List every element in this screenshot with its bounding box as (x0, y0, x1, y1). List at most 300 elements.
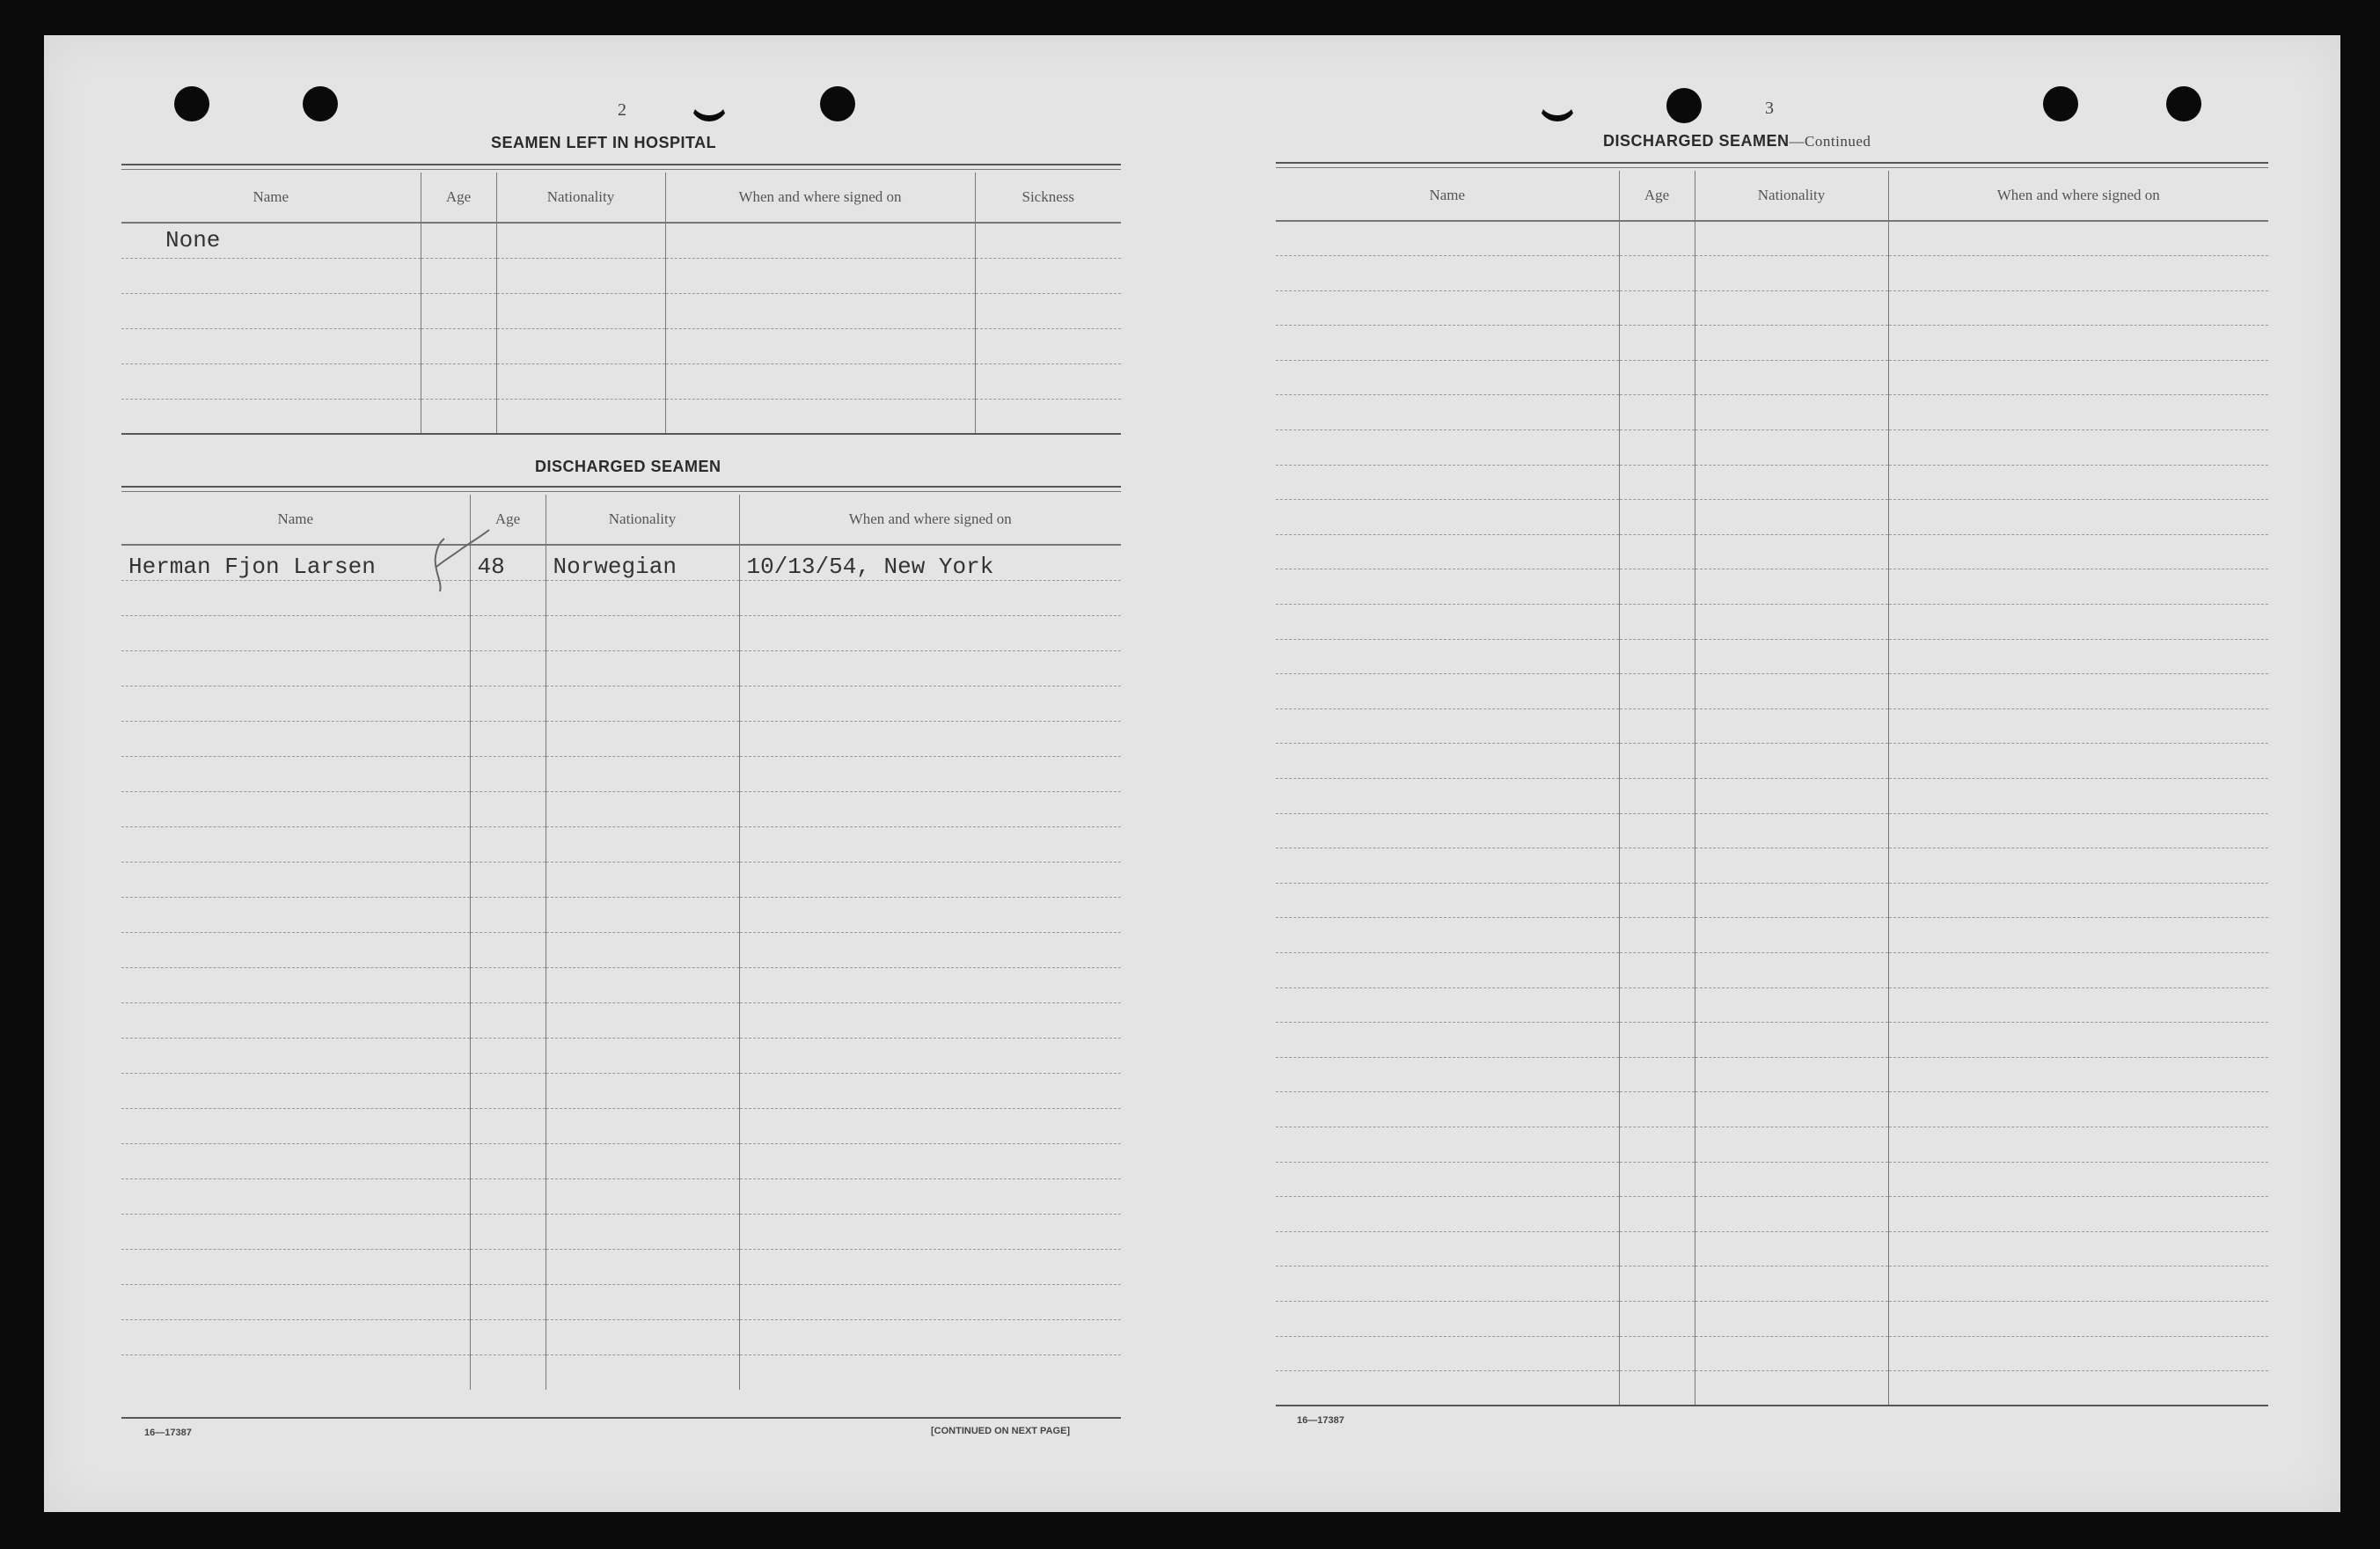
table-row (1276, 987, 2268, 1023)
table-cell (546, 967, 739, 1002)
column-header-age: Age (421, 173, 496, 223)
table-cell (1276, 605, 1619, 640)
table-row (1276, 708, 2268, 744)
table-cell (1695, 1057, 1888, 1092)
table-cell (1276, 1301, 1619, 1336)
table-cell (421, 258, 496, 293)
table-row (1276, 674, 2268, 709)
table-row (1276, 779, 2268, 814)
table-cell (1695, 813, 1888, 848)
table-cell (121, 932, 470, 967)
table-cell (470, 932, 546, 967)
table-cell (121, 897, 470, 932)
table-cell (121, 328, 421, 363)
table-cell (546, 1249, 739, 1284)
table-cell (546, 1178, 739, 1214)
table-cell (739, 1073, 1121, 1108)
table-cell (470, 862, 546, 897)
table-row (121, 650, 1121, 686)
table-cell (1888, 534, 2268, 569)
table-cell: None (121, 223, 421, 258)
column-header-when-and-where-signed-on: When and where signed on (665, 173, 975, 223)
right-bottom-rule (1276, 1405, 2268, 1406)
table-cell (1619, 744, 1695, 779)
table-row (1276, 1336, 2268, 1371)
table-cell (1888, 987, 2268, 1023)
table-cell (665, 293, 975, 328)
table-cell (121, 862, 470, 897)
table-row (121, 1319, 1121, 1354)
table-cell (546, 826, 739, 862)
table-cell (1619, 1092, 1695, 1127)
table-cell (1695, 708, 1888, 744)
table-cell (1276, 360, 1619, 395)
table-cell (1888, 256, 2268, 291)
table-cell (1888, 918, 2268, 953)
table-cell (470, 756, 546, 791)
table-cell (546, 1073, 739, 1108)
table-cell (1695, 1127, 1888, 1162)
top-rule (121, 164, 1121, 165)
table-cell (1619, 952, 1695, 987)
table-cell (546, 650, 739, 686)
table-cell (1619, 465, 1695, 500)
table-cell (1695, 360, 1888, 395)
table-cell (1888, 430, 2268, 466)
table-cell (1276, 534, 1619, 569)
table-cell (1276, 1231, 1619, 1266)
table-cell (665, 399, 975, 434)
column-header-nationality: Nationality (1695, 171, 1888, 221)
discharged-continued-table (1276, 171, 2268, 1406)
table-cell (1888, 779, 2268, 814)
table-row (121, 791, 1121, 826)
table-row (121, 1002, 1121, 1038)
table-cell (1619, 813, 1695, 848)
table-row (1276, 290, 2268, 326)
table-cell (1888, 813, 2268, 848)
table-row (1276, 1197, 2268, 1232)
table-cell (121, 791, 470, 826)
table-cell (546, 1284, 739, 1319)
table-cell (1619, 256, 1695, 291)
table-cell (121, 686, 470, 721)
table-cell (121, 615, 470, 650)
table-row (1276, 883, 2268, 918)
table-cell (546, 686, 739, 721)
table-cell (121, 1354, 470, 1390)
table-cell (1276, 1127, 1619, 1162)
table-cell (121, 1319, 470, 1354)
table-cell (1888, 1231, 2268, 1266)
table-cell (739, 721, 1121, 756)
table-row (121, 686, 1121, 721)
table-row (121, 967, 1121, 1002)
table-cell (546, 1319, 739, 1354)
hospital-section-title: SEAMEN LEFT IN HOSPITAL (491, 134, 717, 151)
table-row (1276, 256, 2268, 291)
table-cell (496, 293, 665, 328)
table-row (121, 756, 1121, 791)
page-number-left: 2 (618, 100, 626, 120)
table-cell (121, 399, 421, 434)
table-cell (546, 1002, 739, 1038)
table-cell (121, 826, 470, 862)
table-row (1276, 221, 2268, 256)
table-cell (739, 862, 1121, 897)
table-cell (739, 615, 1121, 650)
table-cell (975, 328, 1121, 363)
table-cell (1695, 883, 1888, 918)
table-row (121, 1284, 1121, 1319)
table-cell (975, 293, 1121, 328)
table-cell (1695, 1197, 1888, 1232)
table-cell (546, 897, 739, 932)
table-row (121, 721, 1121, 756)
table-cell (1888, 465, 2268, 500)
table-row (121, 932, 1121, 967)
table-row (121, 363, 1121, 399)
table-row (1276, 639, 2268, 674)
table-cell (1695, 1301, 1888, 1336)
punch-hole-partial (690, 83, 729, 121)
table-cell (1619, 1266, 1695, 1302)
table-cell (1619, 430, 1695, 466)
table-cell (1695, 395, 1888, 430)
table-cell (1695, 1266, 1888, 1302)
table-cell (665, 258, 975, 293)
table-cell (1695, 500, 1888, 535)
table-cell (1619, 1231, 1695, 1266)
column-header-when-and-where-signed-on: When and where signed on (1888, 171, 2268, 221)
table-cell (470, 1038, 546, 1073)
table-cell (1276, 1057, 1619, 1092)
table-row (121, 223, 1121, 258)
table-cell (1619, 883, 1695, 918)
table-cell (496, 399, 665, 434)
table-cell (421, 399, 496, 434)
table-cell (121, 258, 421, 293)
table-cell (1695, 639, 1888, 674)
table-cell (1619, 605, 1695, 640)
table-row (1276, 605, 2268, 640)
table-cell (1619, 221, 1695, 256)
table-row (1276, 326, 2268, 361)
table-cell (546, 862, 739, 897)
table-cell (1888, 1301, 2268, 1336)
table-cell (1619, 779, 1695, 814)
table-cell (1695, 569, 1888, 605)
table-row (1276, 1301, 2268, 1336)
table-cell (546, 791, 739, 826)
table-cell (1276, 465, 1619, 500)
table-cell (1888, 674, 2268, 709)
table-cell (1276, 952, 1619, 987)
table-cell (1619, 1197, 1695, 1232)
table-cell (121, 1214, 470, 1249)
table-cell (421, 293, 496, 328)
table-cell (121, 1073, 470, 1108)
table-cell (1888, 1127, 2268, 1162)
table-row (1276, 952, 2268, 987)
table-cell (739, 1108, 1121, 1143)
table-cell (121, 363, 421, 399)
table-cell (1888, 360, 2268, 395)
table-cell (1619, 987, 1695, 1023)
table-cell (546, 1214, 739, 1249)
table-cell (739, 580, 1121, 615)
table-cell (1619, 1336, 1695, 1371)
table-cell (1888, 395, 2268, 430)
table-cell (496, 258, 665, 293)
table-cell (739, 1319, 1121, 1354)
table-cell: 10/13/54, New York (739, 545, 1121, 580)
table-cell (739, 967, 1121, 1002)
table-cell (1619, 848, 1695, 884)
table-cell (1276, 744, 1619, 779)
table-row (1276, 569, 2268, 605)
top-rule-inner (121, 169, 1121, 170)
table-cell (1888, 708, 2268, 744)
table-cell (739, 932, 1121, 967)
table-cell (975, 363, 1121, 399)
form-code-right: 16—17387 (1297, 1415, 1344, 1426)
table-cell (1888, 605, 2268, 640)
form-code-left: 16—17387 (144, 1428, 192, 1438)
table-cell (421, 328, 496, 363)
table-cell (1276, 883, 1619, 918)
table-cell (1276, 918, 1619, 953)
table-cell (1888, 290, 2268, 326)
table-row (1276, 1371, 2268, 1406)
punch-hole (174, 86, 209, 121)
table-cell (1888, 952, 2268, 987)
table-row (1276, 500, 2268, 535)
table-cell (470, 791, 546, 826)
table-cell (1619, 1162, 1695, 1197)
page-number-right: 3 (1765, 99, 1774, 118)
table-cell (739, 650, 1121, 686)
table-cell (1695, 430, 1888, 466)
table-row (121, 1178, 1121, 1214)
table-cell (121, 1002, 470, 1038)
table-cell (1888, 1162, 2268, 1197)
punch-hole (820, 86, 855, 121)
table-cell (546, 932, 739, 967)
table-cell (470, 686, 546, 721)
table-row (1276, 534, 2268, 569)
table-cell (470, 615, 546, 650)
table-cell (739, 897, 1121, 932)
hospital-table (121, 173, 1121, 434)
table-row (121, 1354, 1121, 1390)
table-row (121, 1249, 1121, 1284)
table-cell (1695, 952, 1888, 987)
table-cell (1695, 674, 1888, 709)
table-cell (1888, 848, 2268, 884)
table-cell (1888, 1336, 2268, 1371)
table-cell (739, 826, 1121, 862)
right-top-rule (1276, 162, 2268, 164)
table-row (1276, 430, 2268, 466)
discharged-top-rule-inner (121, 491, 1121, 492)
table-cell (1276, 395, 1619, 430)
table-cell (546, 1038, 739, 1073)
table-cell (1276, 848, 1619, 884)
discharged-continued-title (1603, 132, 1871, 150)
table-cell (739, 1002, 1121, 1038)
table-cell (546, 721, 739, 756)
discharged-continued-title-text: DISCHARGED SEAMEN (1603, 132, 1790, 150)
column-header-nationality: Nationality (496, 173, 665, 223)
table-cell (1619, 290, 1695, 326)
table-cell (121, 1249, 470, 1284)
table-row (121, 1143, 1121, 1178)
table-cell (1695, 987, 1888, 1023)
hospital-bottom-rule (121, 433, 1121, 435)
table-cell (1888, 744, 2268, 779)
table-cell (1276, 1092, 1619, 1127)
column-header-sickness: Sickness (975, 173, 1121, 223)
table-row (121, 1038, 1121, 1073)
table-cell (1888, 221, 2268, 256)
table-cell (470, 897, 546, 932)
table-cell (121, 1108, 470, 1143)
table-cell (121, 1284, 470, 1319)
table-row (1276, 395, 2268, 430)
punch-hole-partial (1538, 83, 1577, 121)
table-cell (1619, 674, 1695, 709)
table-row (1276, 813, 2268, 848)
table-cell (1695, 1336, 1888, 1371)
table-cell (121, 721, 470, 756)
table-row (121, 328, 1121, 363)
table-cell (1888, 569, 2268, 605)
table-row (121, 293, 1121, 328)
table-cell (1695, 1371, 1888, 1406)
table-cell (121, 1038, 470, 1073)
table-row (121, 580, 1121, 615)
table-cell (470, 1214, 546, 1249)
table-cell (1619, 1057, 1695, 1092)
table-cell (121, 1178, 470, 1214)
table-cell (121, 756, 470, 791)
continued-suffix: —Continued (1789, 133, 1871, 150)
table-row (121, 258, 1121, 293)
table-cell (1695, 848, 1888, 884)
column-header-age: Age (470, 495, 546, 545)
punch-hole (2043, 86, 2078, 121)
table-row (1276, 1023, 2268, 1058)
left-bottom-rule (121, 1417, 1121, 1419)
table-cell (975, 399, 1121, 434)
table-cell (470, 1143, 546, 1178)
table-cell (1619, 395, 1695, 430)
table-cell (1619, 500, 1695, 535)
discharged-top-rule (121, 486, 1121, 488)
table-cell (121, 1143, 470, 1178)
table-cell (1619, 326, 1695, 361)
table-cell: Herman Fjon Larsen (121, 545, 470, 580)
table-cell (546, 1143, 739, 1178)
table-cell (1276, 813, 1619, 848)
table-row (1276, 1266, 2268, 1302)
table-cell (1695, 326, 1888, 361)
table-cell (1276, 708, 1619, 744)
punch-hole (2166, 86, 2201, 121)
continued-note: [CONTINUED ON NEXT PAGE] (931, 1426, 1071, 1436)
table-cell (470, 1319, 546, 1354)
table-cell (470, 1284, 546, 1319)
table-cell (1695, 1092, 1888, 1127)
table-cell (739, 1038, 1121, 1073)
table-cell (1276, 290, 1619, 326)
table-cell (1695, 1162, 1888, 1197)
table-cell (121, 293, 421, 328)
table-cell (1619, 708, 1695, 744)
table-cell (739, 1214, 1121, 1249)
table-row (1276, 1162, 2268, 1197)
table-cell (739, 791, 1121, 826)
table-row (1276, 465, 2268, 500)
discharged-section-title: DISCHARGED SEAMEN (535, 458, 721, 475)
table-cell (1619, 1127, 1695, 1162)
table-cell (1695, 779, 1888, 814)
table-cell (470, 1108, 546, 1143)
table-row (121, 826, 1121, 862)
column-header-name: Name (121, 173, 421, 223)
table-cell (665, 363, 975, 399)
table-cell (1276, 500, 1619, 535)
table-cell (1619, 1301, 1695, 1336)
table-cell (470, 1354, 546, 1390)
table-cell (546, 580, 739, 615)
table-cell (421, 223, 496, 258)
table-cell (496, 363, 665, 399)
table-cell (1276, 779, 1619, 814)
table-row (121, 399, 1121, 434)
table-cell (1619, 639, 1695, 674)
table-cell (496, 328, 665, 363)
discharged-table (121, 495, 1121, 1390)
table-cell (546, 1354, 739, 1390)
handwritten-initials (396, 503, 493, 600)
table-cell (1888, 1023, 2268, 1058)
table-row (1276, 744, 2268, 779)
table-cell (739, 1249, 1121, 1284)
table-cell (121, 967, 470, 1002)
table-cell (1276, 569, 1619, 605)
right-top-rule-inner (1276, 167, 2268, 168)
table-row (1276, 360, 2268, 395)
table-row (1276, 1127, 2268, 1162)
table-cell (739, 1284, 1121, 1319)
table-cell (739, 686, 1121, 721)
table-cell: Norwegian (546, 545, 739, 580)
table-cell (470, 1073, 546, 1108)
table-cell (1888, 1266, 2268, 1302)
table-cell (546, 1108, 739, 1143)
table-cell (1888, 500, 2268, 535)
table-cell (1276, 987, 1619, 1023)
table-cell (1888, 883, 2268, 918)
table-cell (1619, 1371, 1695, 1406)
table-cell (421, 363, 496, 399)
table-row (121, 862, 1121, 897)
table-cell (739, 1178, 1121, 1214)
table-cell (1888, 326, 2268, 361)
table-cell (470, 1178, 546, 1214)
